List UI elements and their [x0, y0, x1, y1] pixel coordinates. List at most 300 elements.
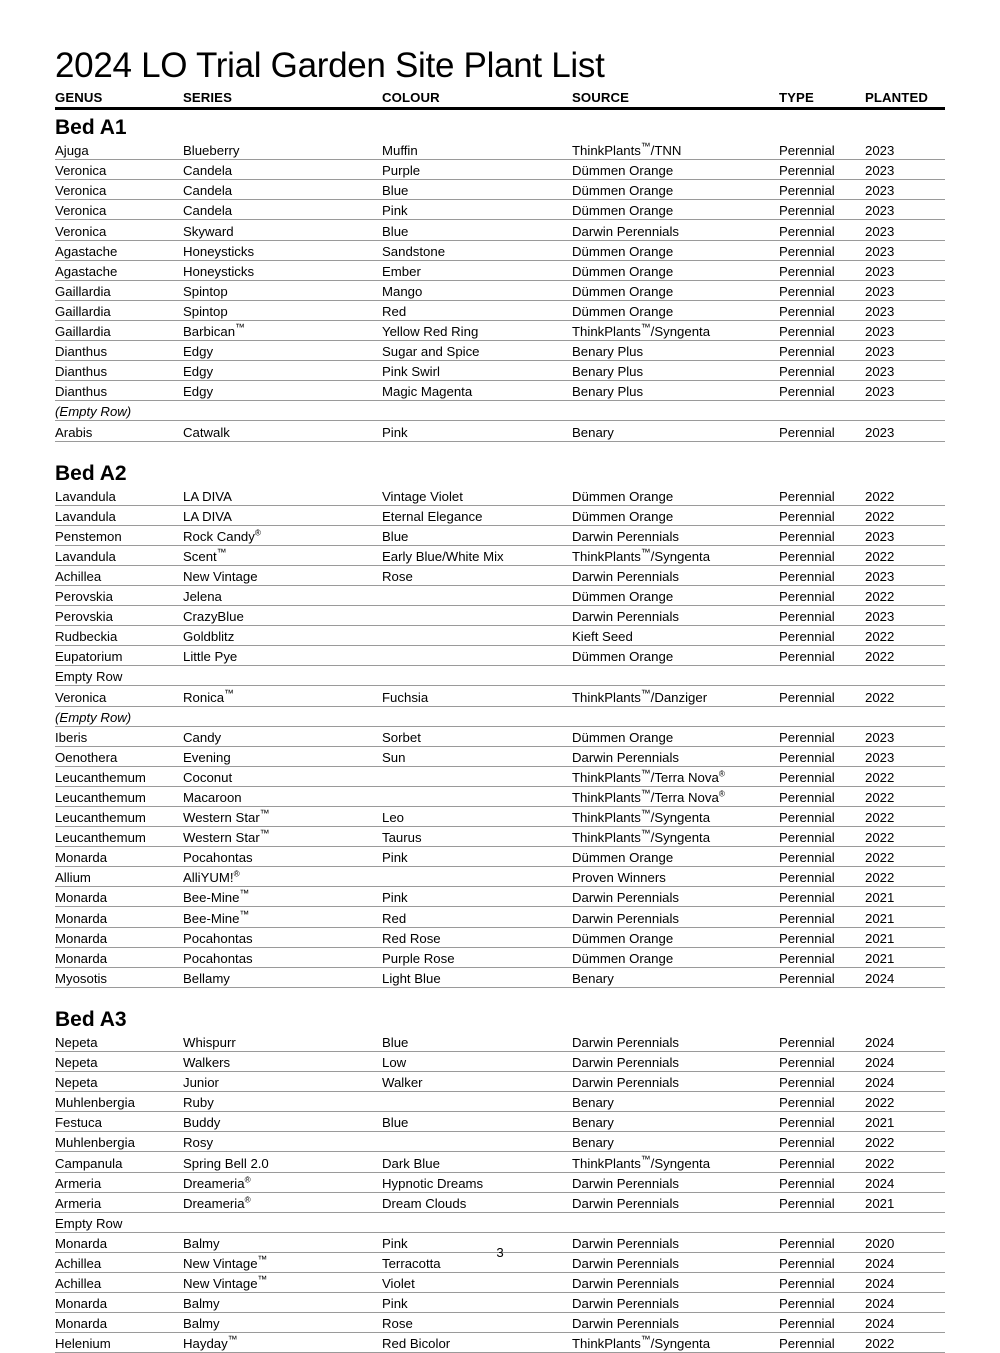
cell-type: Perennial	[779, 1072, 865, 1092]
table-row	[55, 240, 945, 260]
cell-type: Perennial	[779, 646, 865, 666]
cell-colour: Sorbet	[382, 726, 572, 746]
cell-type	[779, 401, 865, 421]
cell-type: Perennial	[779, 907, 865, 927]
cell-planted: 2022	[865, 686, 945, 706]
cell-series: Candela	[183, 200, 382, 220]
cell-colour: Pink Swirl	[382, 361, 572, 381]
cell-type: Perennial	[779, 1112, 865, 1132]
cell-genus: Helenium	[55, 1333, 183, 1353]
cell-source: ThinkPlants™/Syngenta	[572, 545, 779, 565]
cell-type: Perennial	[779, 1192, 865, 1212]
cell-genus: Dianthus	[55, 361, 183, 381]
cell-source: Dümmen Orange	[572, 300, 779, 320]
cell-source: Dümmen Orange	[572, 260, 779, 280]
cell-genus: Agastache	[55, 240, 183, 260]
cell-source: Darwin Perennials	[572, 1051, 779, 1071]
cell-type: Perennial	[779, 200, 865, 220]
cell-series: CrazyBlue	[183, 606, 382, 626]
table-row	[55, 626, 945, 646]
cell-source: ThinkPlants™/TNN	[572, 140, 779, 160]
cell-genus: Achillea	[55, 1272, 183, 1292]
cell-planted: 2021	[865, 907, 945, 927]
table-row	[55, 686, 945, 706]
cell-type: Perennial	[779, 887, 865, 907]
cell-planted: 2022	[865, 545, 945, 565]
cell-planted: 2024	[865, 967, 945, 987]
table-row	[55, 967, 945, 987]
cell-genus: Monarda	[55, 1313, 183, 1333]
cell-planted: 2024	[865, 1252, 945, 1272]
cell-source: Dümmen Orange	[572, 160, 779, 180]
cell-planted: 2024	[865, 1272, 945, 1292]
cell-source: Benary Plus	[572, 381, 779, 401]
cell-genus: Lavandula	[55, 486, 183, 506]
cell-type: Perennial	[779, 726, 865, 746]
cell-colour: Terracotta	[382, 1252, 572, 1272]
cell-series: Spring Bell 2.0	[183, 1152, 382, 1172]
cell-genus: Gaillardia	[55, 320, 183, 340]
cell-source: ThinkPlants™/Syngenta	[572, 1333, 779, 1353]
cell-planted	[865, 1212, 945, 1232]
cell-series: Rock Candy®	[183, 525, 382, 545]
cell-series: Pocahontas	[183, 847, 382, 867]
cell-genus: (Empty Row)	[55, 401, 183, 421]
cell-planted: 2022	[865, 1092, 945, 1112]
cell-genus: Leucanthemum	[55, 786, 183, 806]
cell-planted: 2021	[865, 927, 945, 947]
table-row	[55, 1172, 945, 1192]
cell-series: Junior	[183, 1072, 382, 1092]
cell-genus: Leucanthemum	[55, 827, 183, 847]
cell-genus: Veronica	[55, 180, 183, 200]
plant-list-table	[55, 90, 945, 1353]
table-row	[55, 300, 945, 320]
cell-series: Spintop	[183, 300, 382, 320]
cell-planted: 2022	[865, 766, 945, 786]
cell-colour: Leo	[382, 807, 572, 827]
cell-colour: Red	[382, 300, 572, 320]
cell-type: Perennial	[779, 1132, 865, 1152]
cell-genus: Dianthus	[55, 381, 183, 401]
cell-source: Dümmen Orange	[572, 200, 779, 220]
cell-series: Candela	[183, 160, 382, 180]
cell-source: Benary	[572, 421, 779, 441]
cell-colour: Mango	[382, 280, 572, 300]
cell-colour: Purple	[382, 160, 572, 180]
cell-planted: 2023	[865, 140, 945, 160]
cell-planted	[865, 706, 945, 726]
table-row	[55, 1293, 945, 1313]
cell-source: Dümmen Orange	[572, 947, 779, 967]
cell-source: Kieft Seed	[572, 626, 779, 646]
cell-type: Perennial	[779, 545, 865, 565]
table-row	[55, 726, 945, 746]
column-header-type: TYPE	[779, 90, 865, 109]
cell-type: Perennial	[779, 766, 865, 786]
cell-type: Perennial	[779, 421, 865, 441]
cell-series	[183, 666, 382, 686]
cell-planted: 2023	[865, 726, 945, 746]
table-row	[55, 381, 945, 401]
page-title: 2024 LO Trial Garden Site Plant List	[55, 46, 605, 85]
cell-colour: Blue	[382, 1032, 572, 1052]
cell-series: Ronica™	[183, 686, 382, 706]
cell-colour: Violet	[382, 1272, 572, 1292]
cell-series: LA DIVA	[183, 505, 382, 525]
cell-planted: 2023	[865, 320, 945, 340]
cell-colour: Pink	[382, 421, 572, 441]
cell-planted: 2021	[865, 947, 945, 967]
cell-genus: Veronica	[55, 200, 183, 220]
cell-colour: Dream Clouds	[382, 1192, 572, 1212]
cell-colour: Red Bicolor	[382, 1333, 572, 1353]
cell-planted: 2023	[865, 300, 945, 320]
cell-planted: 2022	[865, 646, 945, 666]
cell-source: Dümmen Orange	[572, 280, 779, 300]
cell-source: Dümmen Orange	[572, 505, 779, 525]
cell-colour: Sun	[382, 746, 572, 766]
cell-source: ThinkPlants™/Syngenta	[572, 320, 779, 340]
cell-planted: 2022	[865, 827, 945, 847]
bed-section-heading: Bed A2	[55, 461, 127, 485]
empty-placeholder-row	[55, 666, 945, 686]
cell-genus: Nepeta	[55, 1072, 183, 1092]
cell-series: Buddy	[183, 1112, 382, 1132]
table-row	[55, 1272, 945, 1292]
cell-series: Whispurr	[183, 1032, 382, 1052]
cell-type: Perennial	[779, 746, 865, 766]
table-header	[55, 90, 945, 109]
table-row	[55, 646, 945, 666]
cell-colour: Muffin	[382, 140, 572, 160]
cell-source: ThinkPlants™/Syngenta	[572, 827, 779, 847]
cell-planted: 2023	[865, 260, 945, 280]
cell-colour: Pink	[382, 847, 572, 867]
cell-colour: Red	[382, 907, 572, 927]
cell-type	[779, 666, 865, 686]
cell-genus: Leucanthemum	[55, 766, 183, 786]
cell-source: Dümmen Orange	[572, 927, 779, 947]
cell-genus: Veronica	[55, 160, 183, 180]
cell-planted: 2022	[865, 1152, 945, 1172]
cell-colour	[382, 646, 572, 666]
cell-type: Perennial	[779, 280, 865, 300]
cell-type: Perennial	[779, 160, 865, 180]
table-row	[55, 1112, 945, 1132]
cell-series: Western Star™	[183, 827, 382, 847]
cell-genus: Monarda	[55, 1293, 183, 1313]
column-header-series: SERIES	[183, 90, 382, 109]
cell-planted: 2023	[865, 606, 945, 626]
cell-colour: Red Rose	[382, 927, 572, 947]
cell-series: Candy	[183, 726, 382, 746]
table-row	[55, 1132, 945, 1152]
cell-colour	[382, 606, 572, 626]
cell-series: Balmy	[183, 1293, 382, 1313]
cell-source: ThinkPlants™/Danziger	[572, 686, 779, 706]
cell-series: Goldblitz	[183, 626, 382, 646]
cell-series: New Vintage™	[183, 1252, 382, 1272]
cell-genus: Empty Row	[55, 1212, 183, 1232]
cell-type: Perennial	[779, 1313, 865, 1333]
cell-type: Perennial	[779, 626, 865, 646]
cell-colour	[382, 786, 572, 806]
cell-type: Perennial	[779, 565, 865, 585]
cell-genus: Armeria	[55, 1192, 183, 1212]
cell-type: Perennial	[779, 320, 865, 340]
cell-planted: 2023	[865, 361, 945, 381]
cell-planted: 2024	[865, 1172, 945, 1192]
cell-series: Macaroon	[183, 786, 382, 806]
cell-genus: Allium	[55, 867, 183, 887]
cell-source: Benary Plus	[572, 341, 779, 361]
table-row	[55, 1051, 945, 1071]
cell-type	[779, 706, 865, 726]
column-header-colour: COLOUR	[382, 90, 572, 109]
cell-series: Rosy	[183, 1132, 382, 1152]
cell-colour	[382, 766, 572, 786]
cell-planted: 2022	[865, 585, 945, 605]
cell-type: Perennial	[779, 505, 865, 525]
cell-series: Pocahontas	[183, 947, 382, 967]
cell-source: Darwin Perennials	[572, 565, 779, 585]
table-row	[55, 260, 945, 280]
table-row	[55, 907, 945, 927]
cell-genus: Iberis	[55, 726, 183, 746]
table-row	[55, 1152, 945, 1172]
cell-series: Edgy	[183, 381, 382, 401]
cell-source: Darwin Perennials	[572, 746, 779, 766]
cell-type: Perennial	[779, 585, 865, 605]
cell-planted: 2021	[865, 1192, 945, 1212]
table-row	[55, 927, 945, 947]
cell-planted: 2023	[865, 381, 945, 401]
cell-genus: Perovskia	[55, 606, 183, 626]
cell-planted: 2020	[865, 1232, 945, 1252]
cell-type: Perennial	[779, 220, 865, 240]
cell-genus: Nepeta	[55, 1032, 183, 1052]
cell-colour: Purple Rose	[382, 947, 572, 967]
cell-source: Darwin Perennials	[572, 907, 779, 927]
cell-series: Bellamy	[183, 967, 382, 987]
empty-placeholder-row	[55, 706, 945, 726]
cell-type: Perennial	[779, 786, 865, 806]
cell-planted: 2022	[865, 786, 945, 806]
table-row	[55, 786, 945, 806]
section-gap-cell	[55, 441, 945, 451]
cell-source: Darwin Perennials	[572, 220, 779, 240]
cell-type: Perennial	[779, 606, 865, 626]
table-row	[55, 827, 945, 847]
cell-series: LA DIVA	[183, 486, 382, 506]
cell-source: Darwin Perennials	[572, 1313, 779, 1333]
table-row	[55, 160, 945, 180]
cell-source: ThinkPlants™/Syngenta	[572, 1152, 779, 1172]
cell-genus: Rudbeckia	[55, 626, 183, 646]
cell-genus: Lavandula	[55, 505, 183, 525]
cell-genus: Myosotis	[55, 967, 183, 987]
section-gap	[55, 987, 945, 997]
table-row	[55, 1072, 945, 1092]
cell-planted: 2022	[865, 626, 945, 646]
cell-source: Darwin Perennials	[572, 525, 779, 545]
cell-colour	[382, 666, 572, 686]
cell-source	[572, 666, 779, 686]
cell-genus: Achillea	[55, 565, 183, 585]
cell-colour	[382, 585, 572, 605]
cell-genus: Veronica	[55, 220, 183, 240]
cell-genus: Lavandula	[55, 545, 183, 565]
cell-source: Darwin Perennials	[572, 887, 779, 907]
cell-genus: Achillea	[55, 1252, 183, 1272]
cell-planted: 2022	[865, 1333, 945, 1353]
page-number: 3	[496, 1245, 504, 1260]
cell-type: Perennial	[779, 341, 865, 361]
table-row	[55, 486, 945, 506]
bed-section-heading-row	[55, 109, 945, 141]
cell-planted: 2022	[865, 1132, 945, 1152]
cell-colour: Blue	[382, 180, 572, 200]
cell-planted: 2023	[865, 341, 945, 361]
cell-series: New Vintage	[183, 565, 382, 585]
cell-type: Perennial	[779, 1272, 865, 1292]
cell-planted: 2023	[865, 240, 945, 260]
cell-type: Perennial	[779, 300, 865, 320]
cell-type	[779, 1212, 865, 1232]
cell-genus: Gaillardia	[55, 280, 183, 300]
cell-planted: 2023	[865, 160, 945, 180]
cell-colour: Blue	[382, 1112, 572, 1132]
cell-source: Benary	[572, 967, 779, 987]
cell-type: Perennial	[779, 361, 865, 381]
cell-genus: Festuca	[55, 1112, 183, 1132]
cell-series: Coconut	[183, 766, 382, 786]
cell-source: Proven Winners	[572, 867, 779, 887]
cell-type: Perennial	[779, 180, 865, 200]
cell-genus: Eupatorium	[55, 646, 183, 666]
cell-genus: Monarda	[55, 947, 183, 967]
cell-source: ThinkPlants™/Syngenta	[572, 807, 779, 827]
cell-type: Perennial	[779, 686, 865, 706]
cell-genus: Muhlenbergia	[55, 1132, 183, 1152]
cell-source: Benary	[572, 1132, 779, 1152]
table-row	[55, 140, 945, 160]
cell-source: ThinkPlants™/Terra Nova®	[572, 766, 779, 786]
cell-planted: 2024	[865, 1293, 945, 1313]
cell-series: Ruby	[183, 1092, 382, 1112]
bed-section-heading-row	[55, 997, 945, 1032]
cell-colour: Yellow Red Ring	[382, 320, 572, 340]
cell-source: Darwin Perennials	[572, 606, 779, 626]
cell-series: Edgy	[183, 361, 382, 381]
column-header-genus: GENUS	[55, 90, 183, 109]
cell-colour	[382, 401, 572, 421]
table-row	[55, 320, 945, 340]
cell-series: Honeysticks	[183, 240, 382, 260]
cell-source: Darwin Perennials	[572, 1072, 779, 1092]
cell-source: Dümmen Orange	[572, 646, 779, 666]
cell-planted: 2022	[865, 505, 945, 525]
cell-genus: Monarda	[55, 887, 183, 907]
cell-type: Perennial	[779, 967, 865, 987]
cell-series: Skyward	[183, 220, 382, 240]
cell-genus: Muhlenbergia	[55, 1092, 183, 1112]
table-row	[55, 421, 945, 441]
cell-series: Western Star™	[183, 807, 382, 827]
table-row	[55, 847, 945, 867]
cell-series: Barbican™	[183, 320, 382, 340]
empty-placeholder-row	[55, 401, 945, 421]
cell-genus: Monarda	[55, 907, 183, 927]
cell-colour: Sugar and Spice	[382, 341, 572, 361]
cell-colour	[382, 626, 572, 646]
cell-planted: 2022	[865, 847, 945, 867]
table-body	[55, 109, 945, 1353]
cell-type: Perennial	[779, 807, 865, 827]
cell-type: Perennial	[779, 1092, 865, 1112]
cell-colour	[382, 706, 572, 726]
cell-genus: Perovskia	[55, 585, 183, 605]
cell-source	[572, 706, 779, 726]
cell-colour: Pink	[382, 1293, 572, 1313]
cell-type: Perennial	[779, 1232, 865, 1252]
cell-type: Perennial	[779, 381, 865, 401]
cell-type: Perennial	[779, 1152, 865, 1172]
cell-source: Benary	[572, 1112, 779, 1132]
cell-genus: Gaillardia	[55, 300, 183, 320]
cell-type: Perennial	[779, 140, 865, 160]
cell-colour: Vintage Violet	[382, 486, 572, 506]
table-row	[55, 1192, 945, 1212]
cell-colour: Taurus	[382, 827, 572, 847]
cell-genus: (Empty Row)	[55, 706, 183, 726]
table-row	[55, 887, 945, 907]
cell-colour: Walker	[382, 1072, 572, 1092]
section-gap	[55, 441, 945, 451]
cell-colour	[382, 867, 572, 887]
cell-series	[183, 401, 382, 421]
cell-series: New Vintage™	[183, 1272, 382, 1292]
cell-series: Scent™	[183, 545, 382, 565]
cell-genus: Armeria	[55, 1172, 183, 1192]
cell-series: Blueberry	[183, 140, 382, 160]
cell-source	[572, 401, 779, 421]
cell-colour: Pink	[382, 1232, 572, 1252]
cell-source: Darwin Perennials	[572, 1032, 779, 1052]
table-row	[55, 505, 945, 525]
cell-planted: 2024	[865, 1032, 945, 1052]
cell-genus: Agastache	[55, 260, 183, 280]
cell-planted	[865, 401, 945, 421]
cell-colour: Sandstone	[382, 240, 572, 260]
cell-series: Candela	[183, 180, 382, 200]
cell-colour: Pink	[382, 887, 572, 907]
section-gap-cell	[55, 987, 945, 997]
cell-genus: Ajuga	[55, 140, 183, 160]
cell-series	[183, 1212, 382, 1232]
cell-series: Jelena	[183, 585, 382, 605]
cell-planted: 2021	[865, 887, 945, 907]
cell-type: Perennial	[779, 847, 865, 867]
column-header-source: SOURCE	[572, 90, 779, 109]
cell-planted: 2024	[865, 1313, 945, 1333]
cell-planted: 2023	[865, 565, 945, 585]
cell-genus: Monarda	[55, 927, 183, 947]
cell-type: Perennial	[779, 260, 865, 280]
cell-series: Honeysticks	[183, 260, 382, 280]
table-header-row	[55, 90, 945, 109]
